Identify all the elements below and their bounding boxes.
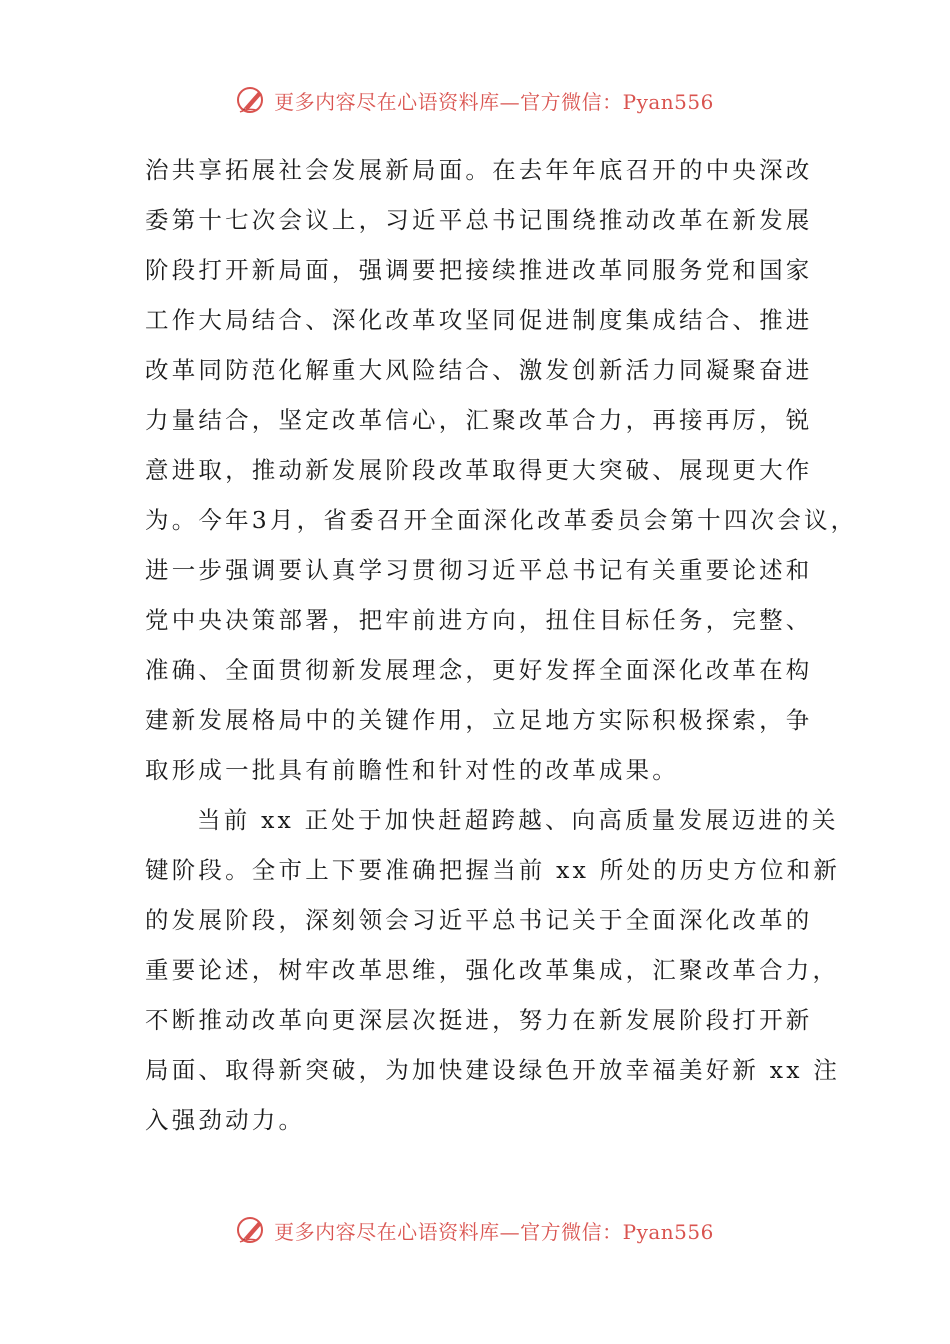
body-line-18: 不断推动改革向更深层次挺进，努力在新发展阶段打开新 <box>145 1006 813 1034</box>
body-line-10: 党中央决策部署，把牢前进方向，扭住目标任务，完整、 <box>145 606 813 634</box>
body-line-15: 键阶段。全市上下要准确把握当前 xx 所处的历史方位和新 <box>145 856 841 884</box>
body-line-3: 阶段打开新局面，强调要把接续推进改革同服务党和国家 <box>145 256 813 284</box>
pen-logo-icon <box>236 1214 268 1246</box>
footer-watermark-banner <box>0 1210 950 1250</box>
body-line-8: 为。今年3月，省委召开全面深化改革委员会第十四次会议， <box>145 506 858 534</box>
body-line-14: 当前 xx 正处于加快赶超跨越、向高质量发展迈进的关 <box>197 806 839 834</box>
body-line-2: 委第十七次会议上，习近平总书记围绕推动改革在新发展 <box>145 206 813 234</box>
header-watermark-banner <box>0 80 950 120</box>
body-line-4: 工作大局结合、深化改革攻坚同促进制度集成结合、推进 <box>145 306 813 334</box>
body-line-11: 准确、全面贯彻新发展理念，更好发挥全面深化改革在构 <box>145 656 813 684</box>
footer-banner-text: 更多内容尽在心语资料库—官方微信：Pyan556 <box>274 1219 714 1244</box>
body-line-19: 局面、取得新突破，为加快建设绿色开放幸福美好新 xx 注 <box>145 1056 841 1084</box>
body-line-7: 意进取，推动新发展阶段改革取得更大突破、展现更大作 <box>145 456 813 484</box>
body-line-16: 的发展阶段，深刻领会习近平总书记关于全面深化改革的 <box>145 906 813 934</box>
body-line-9: 进一步强调要认真学习贯彻习近平总书记有关重要论述和 <box>145 556 813 584</box>
body-line-20: 入强劲动力。 <box>145 1106 306 1134</box>
body-line-12: 建新发展格局中的关键作用，立足地方实际积极探索，争 <box>145 706 813 734</box>
header-banner-text: 更多内容尽在心语资料库—官方微信：Pyan556 <box>274 89 714 114</box>
body-line-17: 重要论述，树牢改革思维，强化改革集成，汇聚改革合力， <box>145 956 840 984</box>
pen-logo-icon <box>236 84 268 116</box>
body-line-5: 改革同防范化解重大风险结合、激发创新活力同凝聚奋进 <box>145 356 813 384</box>
body-line-6: 力量结合，坚定改革信心，汇聚改革合力，再接再厉，锐 <box>145 406 813 434</box>
document-body <box>145 145 858 1145</box>
body-line-13: 取形成一批具有前瞻性和针对性的改革成果。 <box>145 756 679 784</box>
body-line-1: 治共享拓展社会发展新局面。在去年年底召开的中央深改 <box>145 156 813 184</box>
